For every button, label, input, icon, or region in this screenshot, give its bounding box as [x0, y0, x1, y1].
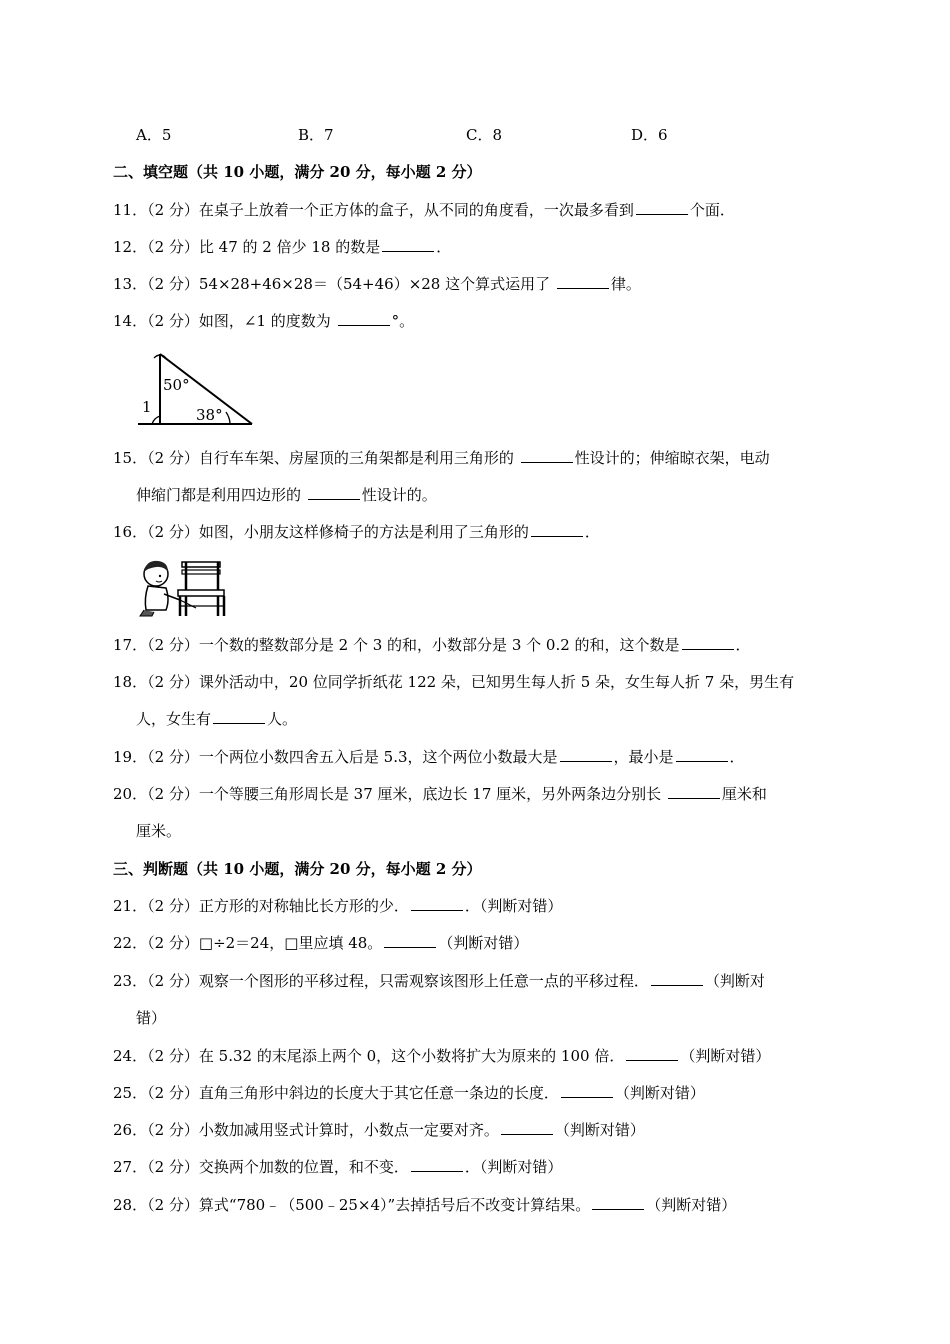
- question-12: 12．（2 分）比 47 的 2 倍少 18 的数是 ．: [113, 238, 452, 256]
- option-d: D．6: [631, 126, 668, 144]
- answer-blank: [531, 522, 583, 537]
- answer-blank: [411, 1157, 463, 1172]
- answer-blank: [592, 1195, 644, 1210]
- answer-blank: [501, 1120, 553, 1135]
- question-28: 28．（2 分）算式“780﹣（500﹣25×4）”去掉括号后不改变计算结果。 （判断对错）: [113, 1196, 737, 1214]
- option-a: A．5: [136, 126, 172, 144]
- question-15-line1: 15．（2 分）自行车车架、房屋顶的三角架都是利用三角形的 性设计的；伸缩晾衣架，电动: [113, 449, 770, 467]
- question-19: 19．（2 分）一个两位小数四舍五入后是 5.3，这个两位小数最大是 ，最小是 ．: [113, 748, 745, 766]
- answer-blank: [382, 237, 434, 252]
- question-22: 22．（2 分）□÷2＝24，□里应填 48。 （判断对错）: [113, 934, 529, 952]
- answer-blank: [338, 311, 390, 326]
- answer-blank: [636, 200, 688, 215]
- right-angle-arc: [226, 412, 230, 424]
- answer-blank: [521, 448, 573, 463]
- child-fixing-chair-illustration: [138, 556, 238, 620]
- q10-options: [136, 124, 696, 144]
- question-24: 24．（2 分）在 5.32 的末尾添上两个 0，这个小数将扩大为原来的 100 倍． （判断对错）: [113, 1047, 771, 1065]
- question-26: 26．（2 分）小数加减用竖式计算时，小数点一定要对齐。 （判断对错）: [113, 1121, 645, 1139]
- angle-1-label: 1: [142, 398, 152, 416]
- question-11: 11．（2 分）在桌子上放着一个正方体的盒子，从不同的角度看，一次最多看到 个面．: [113, 201, 735, 219]
- option-b: B．7: [298, 126, 334, 144]
- answer-blank: [682, 635, 734, 650]
- answer-blank: [557, 274, 609, 289]
- question-18-line2: 人，女生有 人。: [136, 710, 298, 728]
- question-25: 25．（2 分）直角三角形中斜边的长度大于其它任意一条边的长度． （判断对错）: [113, 1084, 705, 1102]
- angle-38-label: 38°: [196, 406, 223, 424]
- question-17: 17．（2 分）一个数的整数部分是 2 个 3 的和，小数部分是 3 个 0.2 的和，这个数是 ．: [113, 636, 751, 654]
- section-title-true-false: 三、判断题（共 10 小题，满分 20 分，每小题 2 分）: [113, 860, 482, 878]
- angle-1-arc: [152, 416, 160, 424]
- answer-blank: [676, 747, 728, 762]
- question-20-line2: 厘米。: [136, 822, 182, 840]
- question-23-line2: 错）: [136, 1009, 167, 1027]
- question-13: 13．（2 分）54×28+46×28＝（54+46）×28 这个算式运用了 律。: [113, 275, 641, 293]
- answer-blank: [384, 933, 436, 948]
- answer-blank: [560, 747, 612, 762]
- question-18-line1: 18．（2 分）课外活动中，20 位同学折纸花 122 朵，已知男生每人折 5 朵，女生每人折 7 朵，男生有: [113, 673, 795, 691]
- question-16: 16．（2 分）如图，小朋友这样修椅子的方法是利用了三角形的 ．: [113, 523, 600, 541]
- answer-blank: [668, 784, 720, 799]
- answer-blank: [626, 1046, 678, 1061]
- question-21: 21．（2 分）正方形的对称轴比长方形的少． ．（判断对错）: [113, 897, 563, 915]
- question-20-line1: 20．（2 分）一个等腰三角形周长是 37 厘米，底边长 17 厘米，另外两条边分别长 厘米和: [113, 785, 767, 803]
- question-14: 14．（2 分）如图，∠1 的度数为 °。: [113, 312, 415, 330]
- triangle-figure: [138, 348, 256, 428]
- angle-50-label: 50°: [163, 376, 190, 394]
- answer-blank: [651, 971, 703, 986]
- question-15-line2: 伸缩门都是利用四边形的 性设计的。: [136, 486, 437, 504]
- answer-blank: [561, 1083, 613, 1098]
- answer-blank: [308, 485, 360, 500]
- question-23-line1: 23．（2 分）观察一个图形的平移过程，只需观察该图形上任意一点的平移过程． （判断对: [113, 972, 765, 990]
- answer-blank: [411, 896, 463, 911]
- question-27: 27．（2 分）交换两个加数的位置，和不变． ．（判断对错）: [113, 1158, 563, 1176]
- section-title-fill-in: 二、填空题（共 10 小题，满分 20 分，每小题 2 分）: [113, 163, 482, 181]
- option-c: C．8: [466, 126, 503, 144]
- answer-blank: [213, 709, 265, 724]
